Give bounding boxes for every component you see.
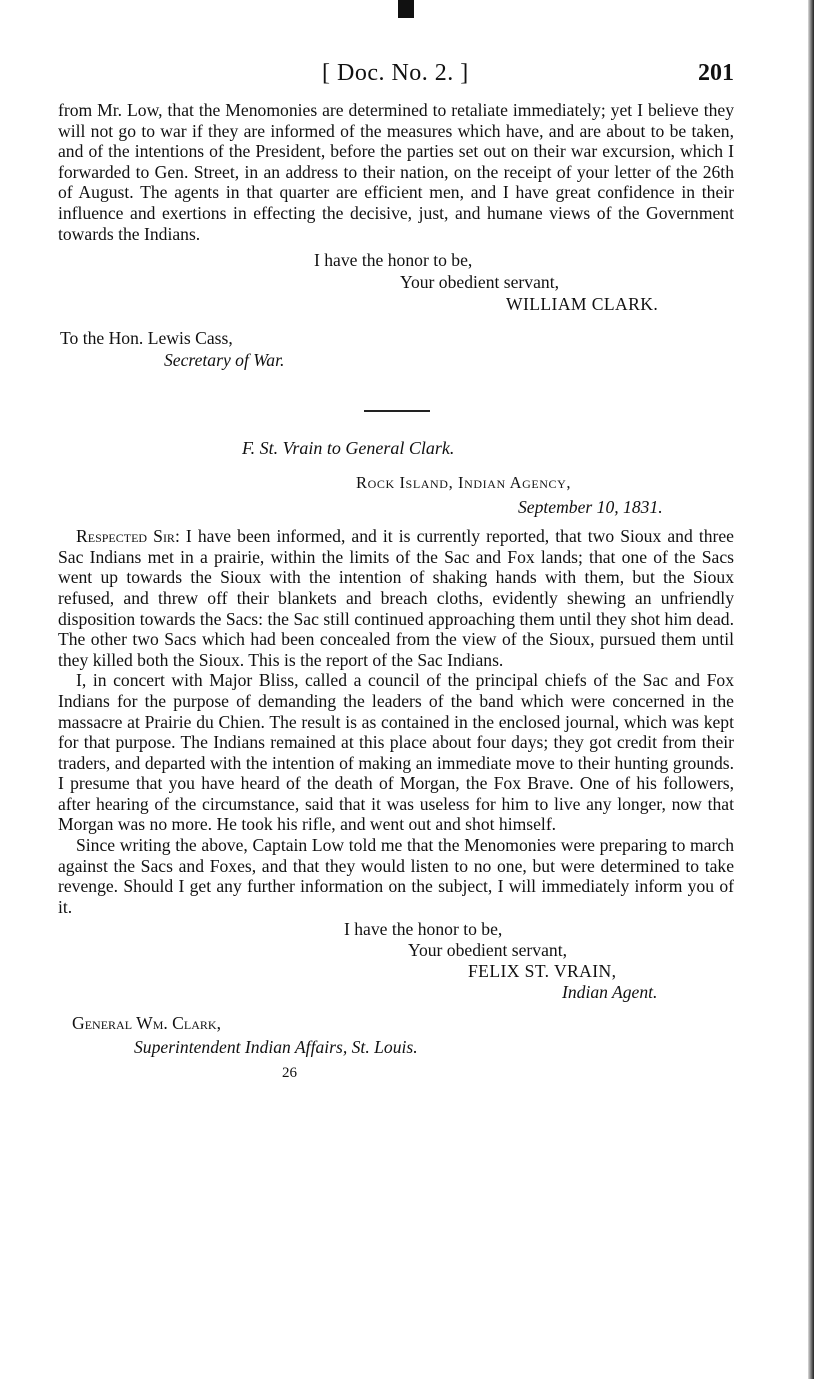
letter-paragraph-1-text: I have been informed, and it is currently reported, that two Sioux and three Sac Indians met in a prairie, within the limits of the Sac and Fox lands; that one of the Sacs went up towards the Sioux with the intention of shaking hands with them, but the Sioux refused, and threw off their blankets and breach cloths, evidently shewing an unfriendly disposition towards the Sacs: the Sac still continued approaching them until they shot him dead. The other two Sacs which had been concealed from the view of the Sioux, pursued them until they killed both the Sioux. This is the report of the Sac Indians.	[58, 526, 734, 670]
addressee-2: General Wm. Clark,	[72, 1013, 221, 1034]
signatory-role: Indian Agent.	[562, 982, 658, 1003]
page-edge	[808, 0, 814, 1379]
document-number: [ Doc. No. 2. ]	[322, 60, 469, 86]
page-header	[58, 60, 734, 100]
salutation: Respected Sir:	[76, 526, 180, 547]
letter-paragraph-1	[58, 526, 734, 670]
closing-st-vrain	[58, 917, 734, 1001]
signature-mark: 26	[282, 1065, 297, 1082]
letter-paragraph-2: I, in concert with Major Bliss, called a council of the principal chiefs of the Sac and Fox Indians for the purpose of demanding the leaders of the band which were concerned in the massacre at Prairie du Chien. The result is as contained in the enclosed journal, which was kept for that purpose. The Indians remained at this place about four days; they got credit from their traders, and departed with the intention of making an immediate move to their hunting grounds. I presume that you have heard of the death of Morgan, the Fox Brave. One of his followers, after hearing of the circumstance, said that it was useless for him to live any longer, now that Morgan was no more. He took his rifle, and went out and shot himself.	[58, 670, 734, 835]
signature-st-vrain: FELIX ST. VRAIN,	[468, 961, 617, 982]
address-clark	[58, 1001, 734, 1081]
closing-line-servant: Your obedient servant,	[400, 272, 559, 293]
letter-date	[518, 497, 734, 518]
letter-date-text: September 10, 1831.	[518, 497, 663, 518]
address-cass	[58, 328, 734, 400]
letter-place: Rock Island, Indian Agency,	[356, 473, 572, 493]
closing-line-honor-2: I have the honor to be,	[344, 919, 503, 940]
addressee-title: Secretary of War.	[164, 350, 285, 371]
letter-paragraph-3: Since writing the above, Captain Low told me that the Menomonies were preparing to march against the Sacs and Foxes, and that they would listen to no one, but were determined to take revenge. Should I get any further information on the subject, I will immediately inform you of it.	[58, 835, 734, 917]
page-number: 201	[698, 60, 734, 86]
document-page	[58, 60, 734, 1081]
addressee-title-2: Superintendent Indian Affairs, St. Louis.	[134, 1037, 418, 1058]
binding-mark	[398, 0, 414, 18]
closing-line-honor: I have the honor to be,	[314, 250, 473, 271]
signature-clark: WILLIAM CLARK.	[506, 294, 659, 315]
addressee: To the Hon. Lewis Cass,	[60, 328, 233, 349]
paragraph-continued: from Mr. Low, that the Menomonies are determined to retaliate immediately; yet I believe they will not go to war if they are informed of the measures which have, and are about to be taken, and of the intentions of the President, before the parties set out on their war excursion, which I forwarded to Gen. Street, in an address to their nation, on the receipt of your letter of the 26th of August. The agents in that quarter are efficient men, and I have great confidence in their influence and exertions in effecting the decisive, just, and humane views of the Government towards the Indians.	[58, 100, 734, 244]
section-divider	[364, 410, 430, 412]
letter-title: F. St. Vrain to General Clark.	[242, 438, 455, 459]
closing-line-servant-2: Your obedient servant,	[408, 940, 567, 961]
